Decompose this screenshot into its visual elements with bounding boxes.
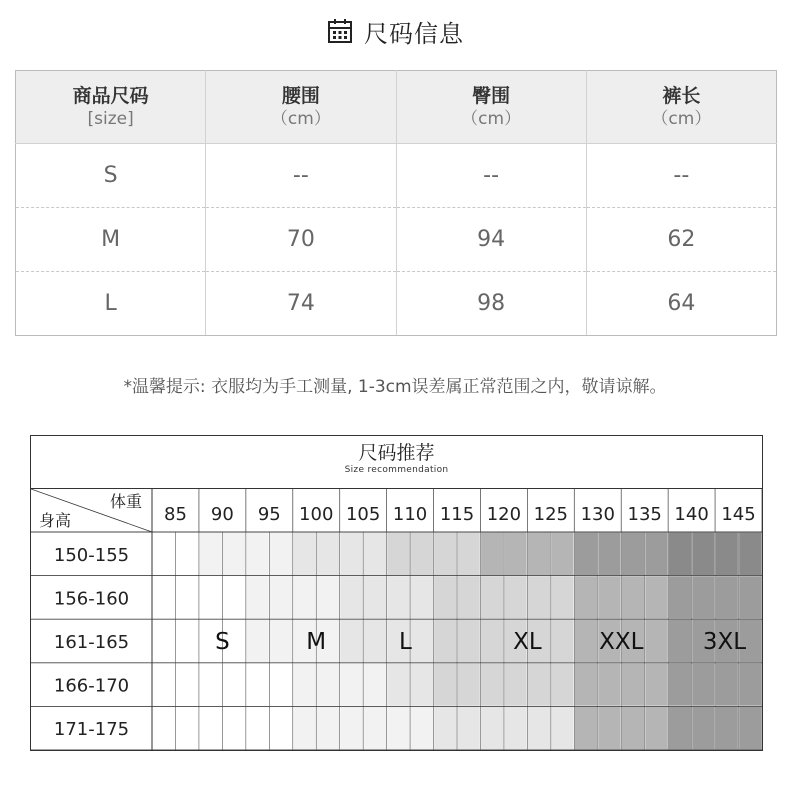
recommendation-subtitle: Size recommendation (344, 465, 449, 475)
shade-cell (434, 619, 457, 663)
size-table (15, 70, 777, 336)
shade-cell (387, 706, 410, 750)
hip-cell: -- (396, 144, 586, 208)
recommendation-title: 尺码推荐 (358, 442, 435, 464)
shade-cell (340, 619, 363, 663)
shade-cell (175, 619, 198, 663)
measurement-note: *温馨提示: 衣服均为手工测量, 1-3cm误差属正常范围之内，敬请谅解。 (123, 377, 667, 397)
header-length-unit: （cm） (651, 109, 712, 129)
shade-cell (363, 532, 386, 576)
shade-cell (739, 706, 762, 750)
hip-cell: 94 (396, 208, 586, 272)
shade-cell (175, 663, 198, 707)
shade-cell (293, 706, 316, 750)
shade-cell (316, 706, 339, 750)
shade-cell (340, 663, 363, 707)
page-title: 尺码信息 (364, 19, 464, 48)
shade-cell (668, 576, 691, 620)
shade-cell (246, 619, 269, 663)
shade-cell (504, 663, 527, 707)
weight-header: 125 (533, 504, 569, 525)
shade-cell (222, 706, 245, 750)
shade-cell (246, 663, 269, 707)
header-hip (396, 71, 586, 144)
shade-cell (222, 576, 245, 620)
weight-header: 110 (392, 504, 428, 525)
shade-cell (480, 706, 503, 750)
shade-cell (410, 532, 433, 576)
shade-cell (457, 619, 480, 663)
shade-cell (504, 532, 527, 576)
shade-cell (293, 663, 316, 707)
length-cell: -- (586, 144, 776, 208)
shade-cell (574, 706, 597, 750)
shade-cell (621, 576, 644, 620)
shade-cell (410, 576, 433, 620)
size-label: XXL (599, 629, 644, 655)
header-length (586, 71, 776, 144)
shade-cell (199, 576, 222, 620)
shade-cell (574, 619, 597, 663)
shade-cell (269, 619, 292, 663)
shade-cell (504, 706, 527, 750)
shade-cell (246, 706, 269, 750)
table-row (16, 144, 777, 208)
calendar-icon (326, 17, 354, 45)
weight-header: 140 (674, 504, 709, 525)
size-recommendation (30, 435, 763, 751)
shade-cell (551, 663, 574, 707)
shade-cell (434, 576, 457, 620)
shade-cell (269, 706, 292, 750)
shade-cell (645, 532, 668, 576)
waist-cell: -- (206, 144, 396, 208)
header-hip-unit: （cm） (461, 109, 522, 129)
shade-cell (246, 532, 269, 576)
shade-cell (668, 663, 691, 707)
shade-cell (387, 663, 410, 707)
length-cell: 62 (586, 208, 776, 272)
shade-cell (551, 576, 574, 620)
shade-cell (739, 663, 762, 707)
shade-cell (645, 663, 668, 707)
size-cell: M (16, 208, 206, 272)
shade-cell (269, 663, 292, 707)
shade-cell (692, 663, 715, 707)
shade-cell (457, 663, 480, 707)
size-label: 3XL (702, 629, 747, 655)
shade-cell (715, 663, 738, 707)
weight-header: 145 (721, 504, 756, 525)
shade-cell (316, 576, 339, 620)
shade-cell (551, 532, 574, 576)
shade-cell (504, 576, 527, 620)
size-label: M (306, 629, 327, 655)
shade-cell (175, 706, 198, 750)
shade-cell (293, 576, 316, 620)
shade-cell (222, 663, 245, 707)
shade-cell (175, 532, 198, 576)
shade-cell (363, 706, 386, 750)
shade-cell (152, 576, 175, 620)
shade-cell (199, 532, 222, 576)
table-row (16, 272, 777, 336)
height-label: 171-175 (53, 719, 130, 741)
shade-cell (574, 576, 597, 620)
shade-cell (316, 532, 339, 576)
shade-cell (269, 532, 292, 576)
shade-cell (316, 663, 339, 707)
shade-cell (621, 532, 644, 576)
shade-cell (692, 706, 715, 750)
weight-header: 105 (345, 504, 381, 525)
shade-cell (551, 706, 574, 750)
size-label: XL (513, 629, 542, 655)
shade-cell (363, 576, 386, 620)
shade-cell (715, 532, 738, 576)
weight-axis-label: 体重 (109, 492, 142, 511)
shade-cell (199, 706, 222, 750)
shade-cell (387, 532, 410, 576)
recommendation-title-block (31, 436, 762, 489)
header-size-label: 商品尺码 (72, 85, 149, 107)
shade-cell (457, 532, 480, 576)
shade-cell (527, 663, 550, 707)
shade-cell (152, 532, 175, 576)
weight-header: 130 (580, 504, 615, 525)
header-waist (206, 71, 396, 144)
shade-cell (434, 663, 457, 707)
weight-header: 95 (257, 504, 281, 525)
height-label: 156-160 (53, 588, 130, 610)
shade-cell (668, 619, 691, 663)
weight-header: 120 (486, 504, 522, 525)
shade-cell (434, 706, 457, 750)
shade-cell (551, 619, 574, 663)
header-size-unit: [size] (87, 109, 134, 129)
size-cell: S (16, 144, 206, 208)
size-cell: L (16, 272, 206, 336)
shade-cell (692, 532, 715, 576)
shade-cell (621, 663, 644, 707)
table-row (16, 208, 777, 272)
shade-cell (410, 619, 433, 663)
shade-cell (293, 532, 316, 576)
weight-header: 90 (210, 504, 234, 525)
height-axis-label: 身高 (39, 511, 72, 530)
size-label: S (215, 629, 230, 655)
shade-cell (645, 706, 668, 750)
shade-cell (363, 619, 386, 663)
shade-cell (598, 532, 621, 576)
shade-cell (340, 532, 363, 576)
shade-cell (621, 706, 644, 750)
weight-header: 100 (299, 504, 334, 525)
header-length-label: 裤长 (662, 85, 701, 107)
page-header (0, 14, 790, 48)
height-label: 166-170 (53, 675, 130, 697)
shade-cell (598, 663, 621, 707)
shade-cell (715, 576, 738, 620)
shade-cell (739, 576, 762, 620)
shade-cell (152, 663, 175, 707)
shade-cell (340, 576, 363, 620)
shade-cell (175, 576, 198, 620)
shade-cell (574, 532, 597, 576)
shade-cell (199, 663, 222, 707)
shade-cell (269, 576, 292, 620)
shade-cell (527, 706, 550, 750)
hip-cell: 98 (396, 272, 586, 336)
header-waist-unit: （cm） (270, 109, 331, 129)
shade-cell (434, 532, 457, 576)
shade-cell (715, 706, 738, 750)
waist-cell: 74 (206, 272, 396, 336)
shade-cell (480, 619, 503, 663)
shade-cell (574, 663, 597, 707)
shade-cell (645, 619, 668, 663)
shade-cell (692, 576, 715, 620)
shade-cell (152, 619, 175, 663)
header-waist-label: 腰围 (281, 85, 320, 107)
weight-header: 115 (439, 504, 475, 525)
shade-cell (480, 663, 503, 707)
height-label: 161-165 (53, 632, 130, 653)
shade-cell (152, 706, 175, 750)
weight-header: 85 (164, 504, 187, 525)
height-label: 150-155 (53, 544, 130, 566)
shade-cell (387, 576, 410, 620)
shade-cell (527, 576, 550, 620)
shade-cell (480, 576, 503, 620)
shade-cell (222, 532, 245, 576)
shade-cell (598, 576, 621, 620)
shade-cell (457, 576, 480, 620)
shade-cell (246, 576, 269, 620)
size-label: L (398, 629, 412, 655)
shade-cell (668, 532, 691, 576)
shade-cell (363, 663, 386, 707)
shade-cell (410, 663, 433, 707)
weight-header: 135 (627, 504, 662, 525)
length-cell: 64 (586, 272, 776, 336)
shade-cell (340, 706, 363, 750)
waist-cell: 70 (206, 208, 396, 272)
shade-cell (410, 706, 433, 750)
shade-cell (645, 576, 668, 620)
shade-cell (480, 532, 503, 576)
recommendation-grid (31, 489, 762, 750)
shade-cell (598, 706, 621, 750)
shade-cell (668, 706, 691, 750)
shade-cell (739, 532, 762, 576)
size-table-header-row (16, 71, 777, 144)
shade-cell (527, 532, 550, 576)
header-size (16, 71, 206, 144)
header-hip-label: 臀围 (472, 85, 511, 107)
shade-cell (457, 706, 480, 750)
